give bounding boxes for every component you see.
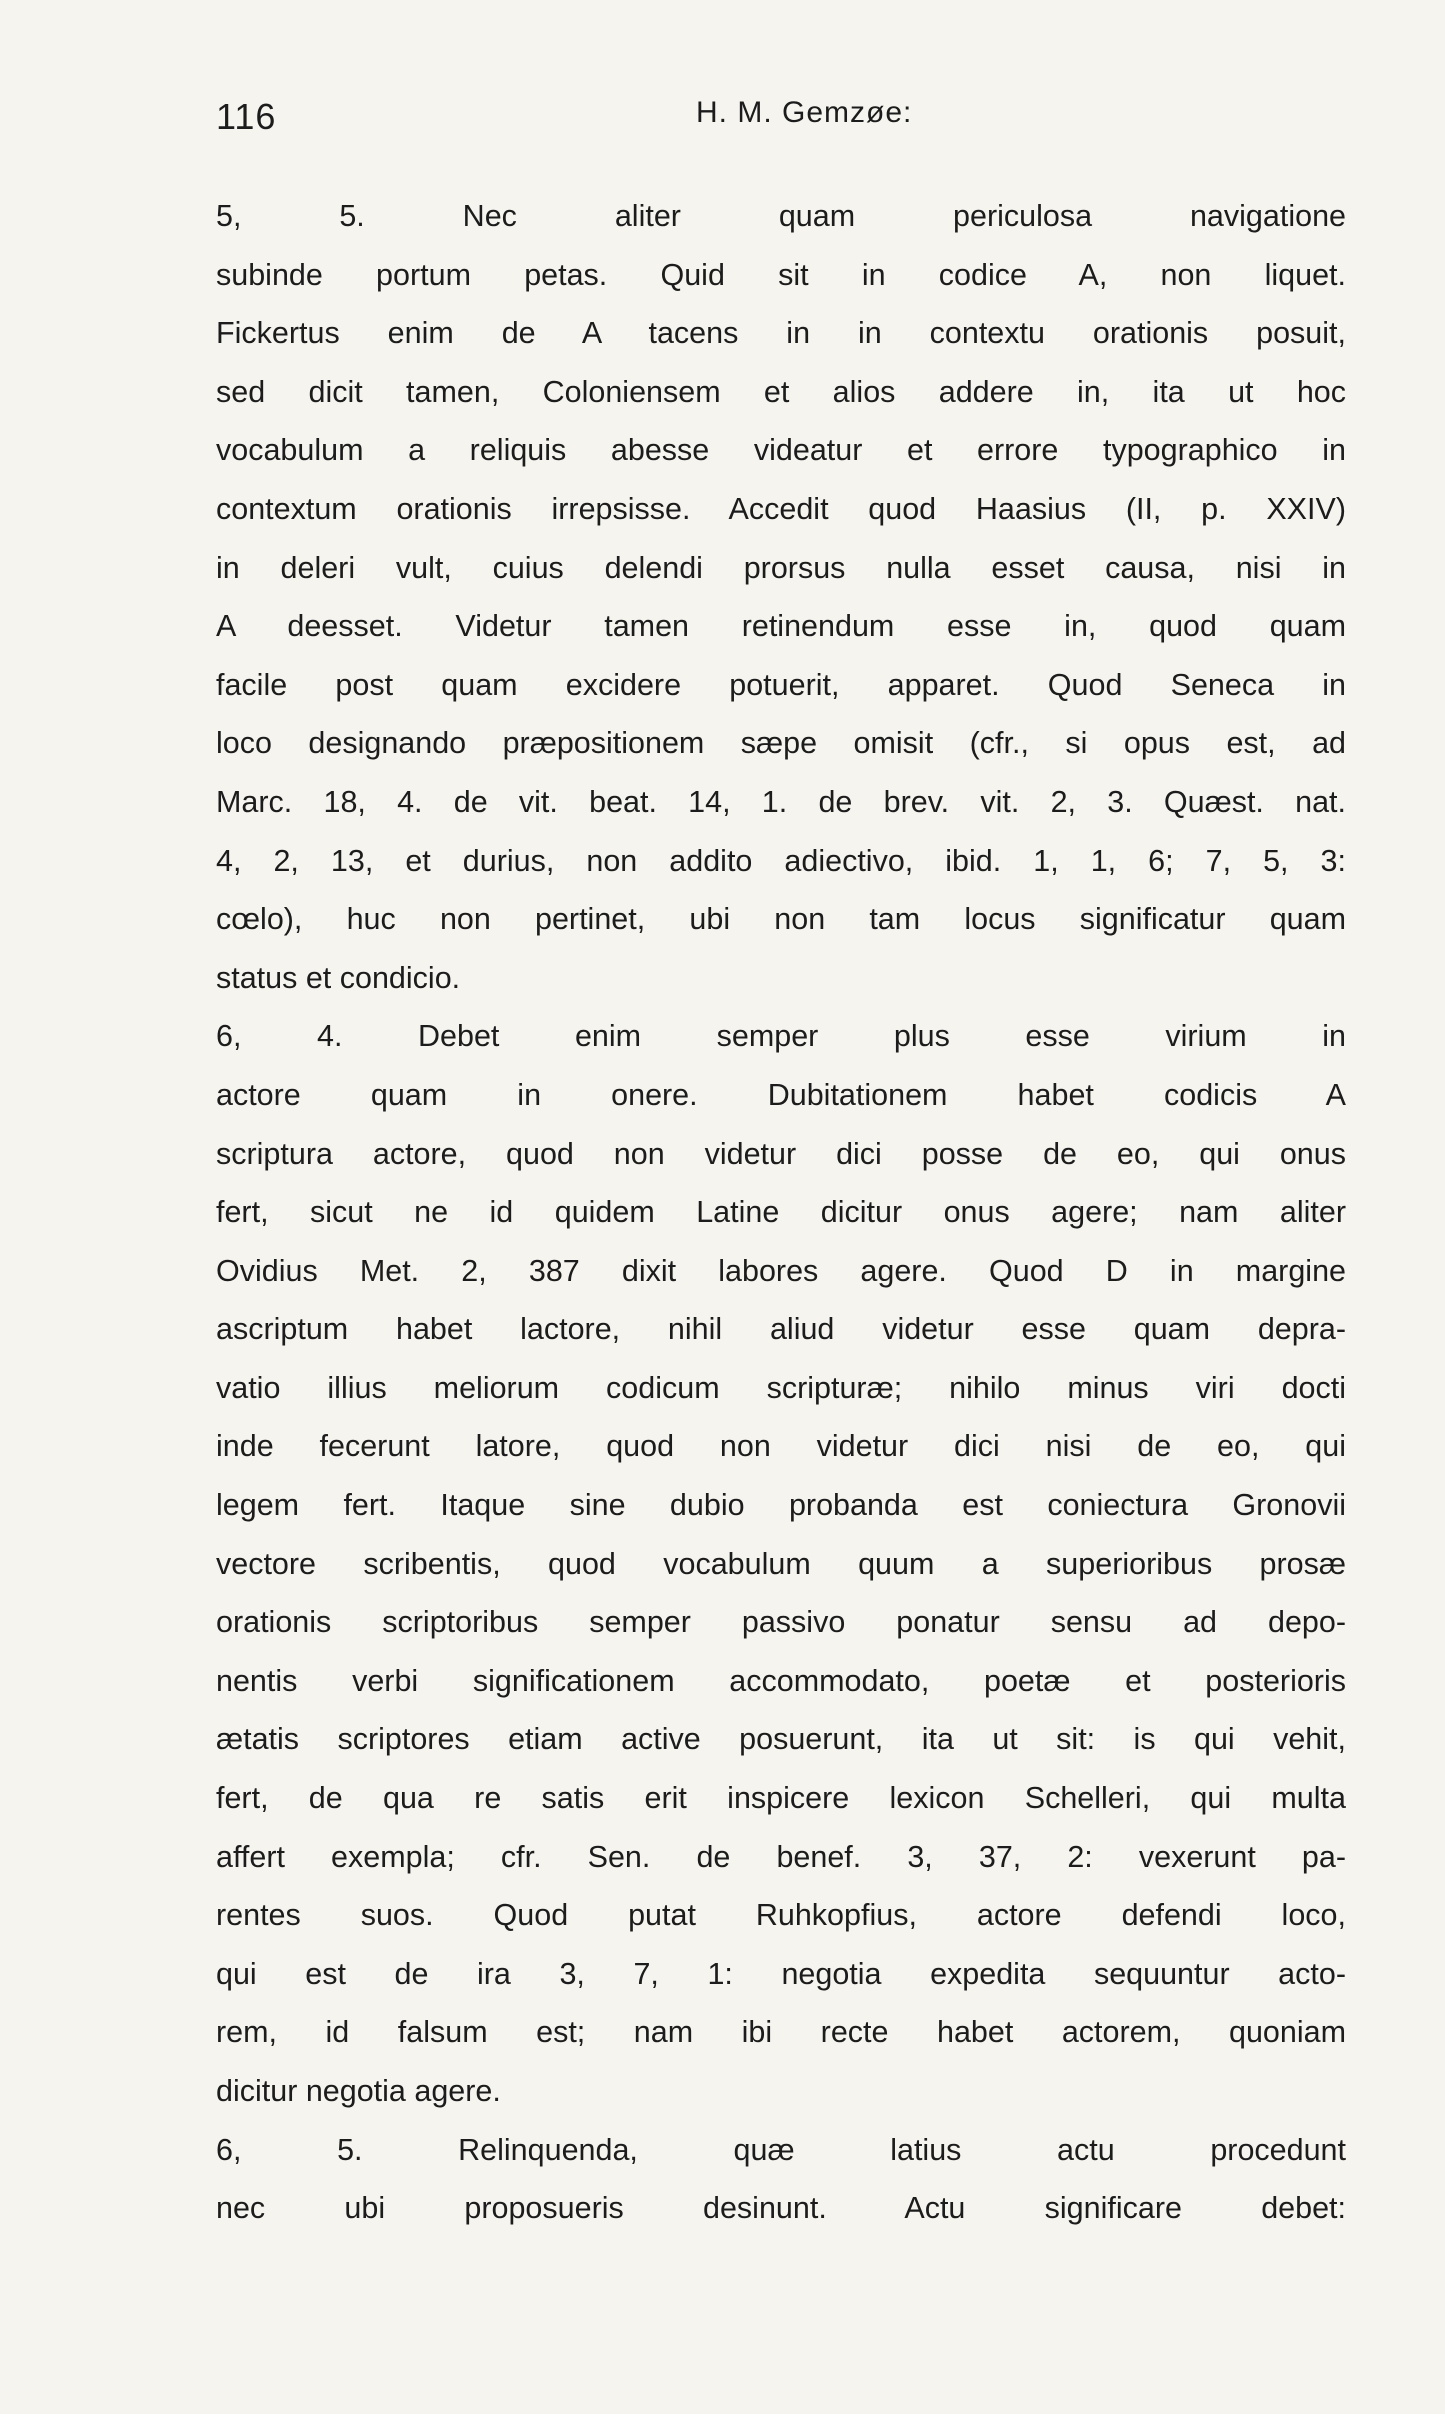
text-line: 6, 4. Debet enim semper plus esse virium in [216, 1019, 1346, 1054]
text-line: actore quam in onere. Dubitationem habet codicis A [216, 1077, 1346, 1112]
text-line: contextum orationis irrepsisse. Accedit quod Haasius (II, p. XXIV) [216, 491, 1346, 526]
text-line: status et condicio. [216, 960, 461, 995]
text-line: 4, 2, 13, et durius, non addito adiectivo, ibid. 1, 1, 6; 7, 5, 3: [216, 843, 1346, 878]
text-line: inde fecerunt latore, quod non videtur dici nisi de eo, qui [216, 1429, 1346, 1464]
text-line: 5, 5. Nec aliter quam periculosa navigatione [216, 199, 1346, 233]
text-line: qui est de ira 3, 7, 1: negotia expedita sequuntur acto- [216, 1956, 1346, 1991]
text-line: vocabulum a reliquis abesse videatur et errore typographico in [216, 433, 1346, 468]
text-line: A deesset. Videtur tamen retinendum esse in, quod quam [216, 609, 1346, 644]
text-line: fert, sicut ne id quidem Latine dicitur onus agere; nam aliter [216, 1195, 1346, 1230]
text-line: loco designando præpositionem sæpe omisit (cfr., si opus est, ad [216, 726, 1346, 761]
page-header [216, 96, 1346, 142]
text-line: ætatis scriptores etiam active posuerunt, ita ut sit: is qui vehit, [216, 1722, 1346, 1757]
text-line: rem, id falsum est; nam ibi recte habet actorem, quoniam [216, 2015, 1346, 2050]
text-line: in deleri vult, cuius delendi prorsus nulla esset causa, nisi in [216, 550, 1346, 585]
text-line: dicitur negotia agere. [216, 2074, 501, 2108]
text-line: rentes suos. Quod putat Ruhkopfius, actore defendi loco, [216, 1898, 1346, 1933]
text-line: Marc. 18, 4. de vit. beat. 14, 1. de brev. vit. 2, 3. Quæst. nat. [216, 784, 1346, 819]
text-line: nec ubi proposueris desinunt. Actu significare debet: [216, 2191, 1346, 2226]
text-line: orationis scriptoribus semper passivo ponatur sensu ad depo- [216, 1605, 1346, 1640]
text-line: 6, 5. Relinquenda, quæ latius actu procedunt [216, 2132, 1346, 2167]
text-line: affert exempla; cfr. Sen. de benef. 3, 37, 2: vexerunt pa- [216, 1839, 1346, 1874]
text-line: facile post quam excidere potuerit, apparet. Quod Seneca in [216, 667, 1346, 702]
text-line: scriptura actore, quod non videtur dici posse de eo, qui onus [216, 1136, 1346, 1171]
text-line: vatio illius meliorum codicum scripturæ; nihilo minus viri docti [216, 1370, 1346, 1405]
running-head: H. M. Gemzøe: [696, 96, 913, 129]
text-line: subinde portum petas. Quid sit in codice A, non liquet. [216, 257, 1346, 292]
page-number: 116 [216, 96, 277, 137]
text-line: vectore scribentis, quod vocabulum quum a superioribus prosæ [216, 1546, 1346, 1581]
text-line: Ovidius Met. 2, 387 dixit labores agere. Quod D in margine [216, 1253, 1346, 1288]
text-line: sed dicit tamen, Coloniensem et alios addere in, ita ut hoc [216, 374, 1346, 409]
text-line: fert, de qua re satis erit inspicere lexicon Schelleri, qui multa [216, 1781, 1346, 1816]
text-line: cœlo), huc non pertinet, ubi non tam locus significatur quam [216, 902, 1346, 937]
body-text [216, 187, 1346, 2238]
text-line: ascriptum habet lactore, nihil aliud videtur esse quam depra- [216, 1312, 1346, 1347]
text-line: Fickertus enim de A tacens in in contextu orationis posuit, [216, 316, 1346, 351]
text-line: legem fert. Itaque sine dubio probanda est coniectura Gronovii [216, 1488, 1346, 1523]
text-line: nentis verbi significationem accommodato, poetæ et posterioris [216, 1663, 1346, 1698]
